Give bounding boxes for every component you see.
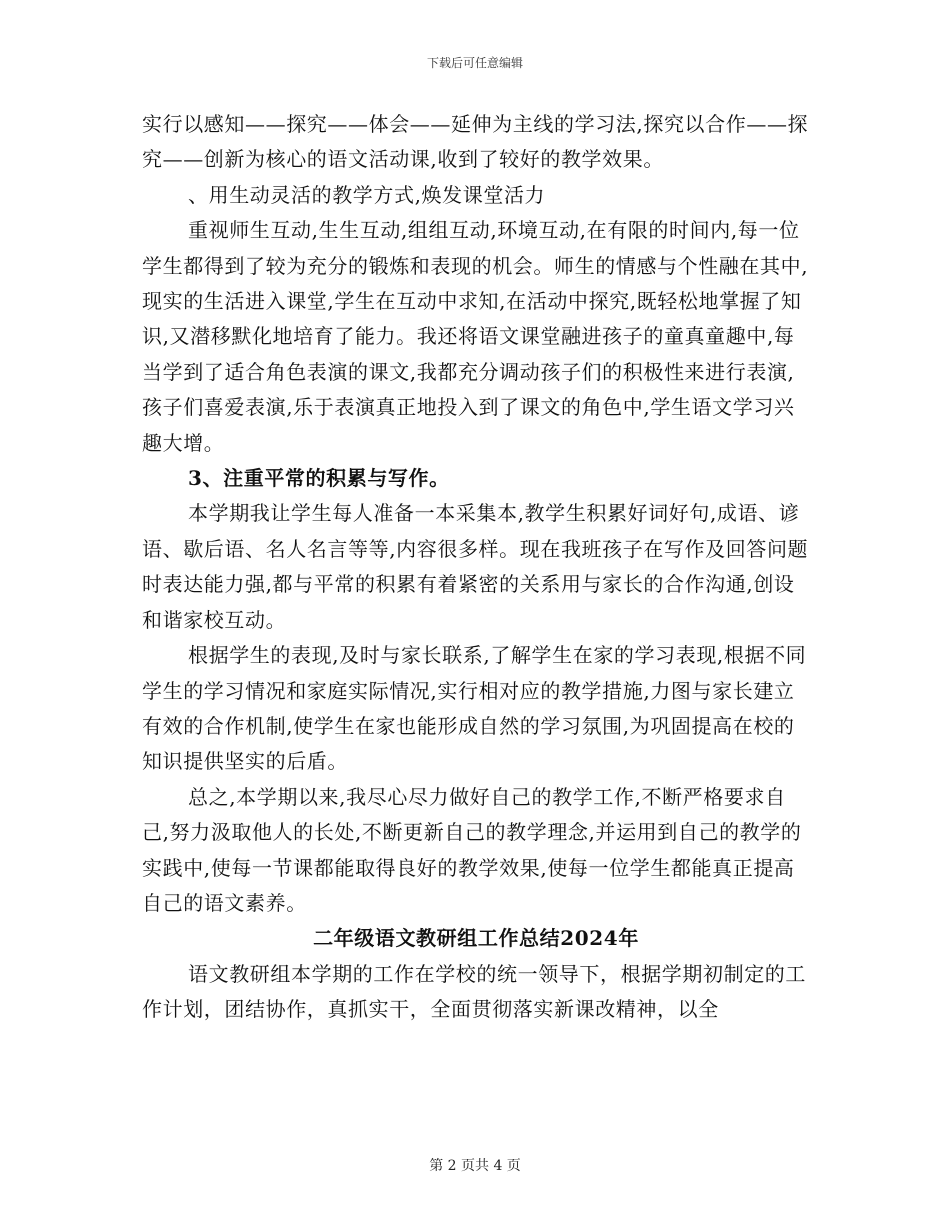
page-header: 下载后可任意编辑 <box>426 56 523 70</box>
paragraph-intro: 实行以感知——探究——体会——延伸为主线的学习法,探究以合作——探究——创新为核心的语文活动课,收到了较好的教学效果。 <box>142 112 809 172</box>
paragraph-accumulation: 本学期我让学生每人准备一本采集本,教学生积累好词好句,成语、谚语、歇后语、名人名言等等,内容很多样。现在我班孩子在写作及回答问题时表达能力强,都与平常的积累有着紧密的关系用与家长的合作沟通,创设和谐家校互动。 <box>142 501 809 632</box>
paragraph-interaction: 重视师生互动,生生互动,组组互动,环境互动,在有限的时间内,每一位学生都得到了较为充分的锻炼和表现的机会。师生的情感与个性融在其中,现实的生活进入课堂,学生在互动中求知,在活动中探究,既轻松地掌握了知识,又潜移默化地培育了能力。我还将语文课堂融进孩子的童真童趣中,每当学到了适合角色表演的课文,我都充分调动孩子们的积极性来进行表演,孩子们喜爱表演,乐于表演真正地投入到了课文的角色中,学生语文学习兴趣大增。 <box>142 218 809 455</box>
paragraph-new-report-intro: 语文教研组本学期的工作在学校的统一领导下，根据学期初制定的工作计划，团结协作，真抓实干，全面贯彻落实新课改精神，以全 <box>142 961 806 1022</box>
paragraph-parent-contact: 根据学生的表现,及时与家长联系,了解学生在家的学习表现,根据不同学生的学习情况和家庭实际情况,实行相对应的教学措施,力图与家长建立有效的合作机制,使学生在家也能形成自然的学习氛围,为巩固提高在校的知识提供坚实的后盾。 <box>142 643 807 774</box>
section-heading-teaching-method: 、用生动灵活的教学方式,焕发课堂活力 <box>188 182 546 207</box>
document-title: 二年级语文教研组工作总结2024年 <box>313 926 639 951</box>
section-heading-accumulation: 3、注重平常的积累与写作。 <box>188 466 450 491</box>
paragraph-summary: 总之,本学期以来,我尽心尽力做好自己的教学工作,不断严格要求自己,努力汲取他人的长处,不断更新自己的教学理念,并运用到自己的教学的实践中,使每一节课都能取得良好的教学效果,使每一位学生都能真正提高自己的语文素养。 <box>142 784 802 915</box>
document-body <box>142 107 810 1028</box>
page-footer: 第 2 页共 4 页 <box>429 1158 521 1174</box>
